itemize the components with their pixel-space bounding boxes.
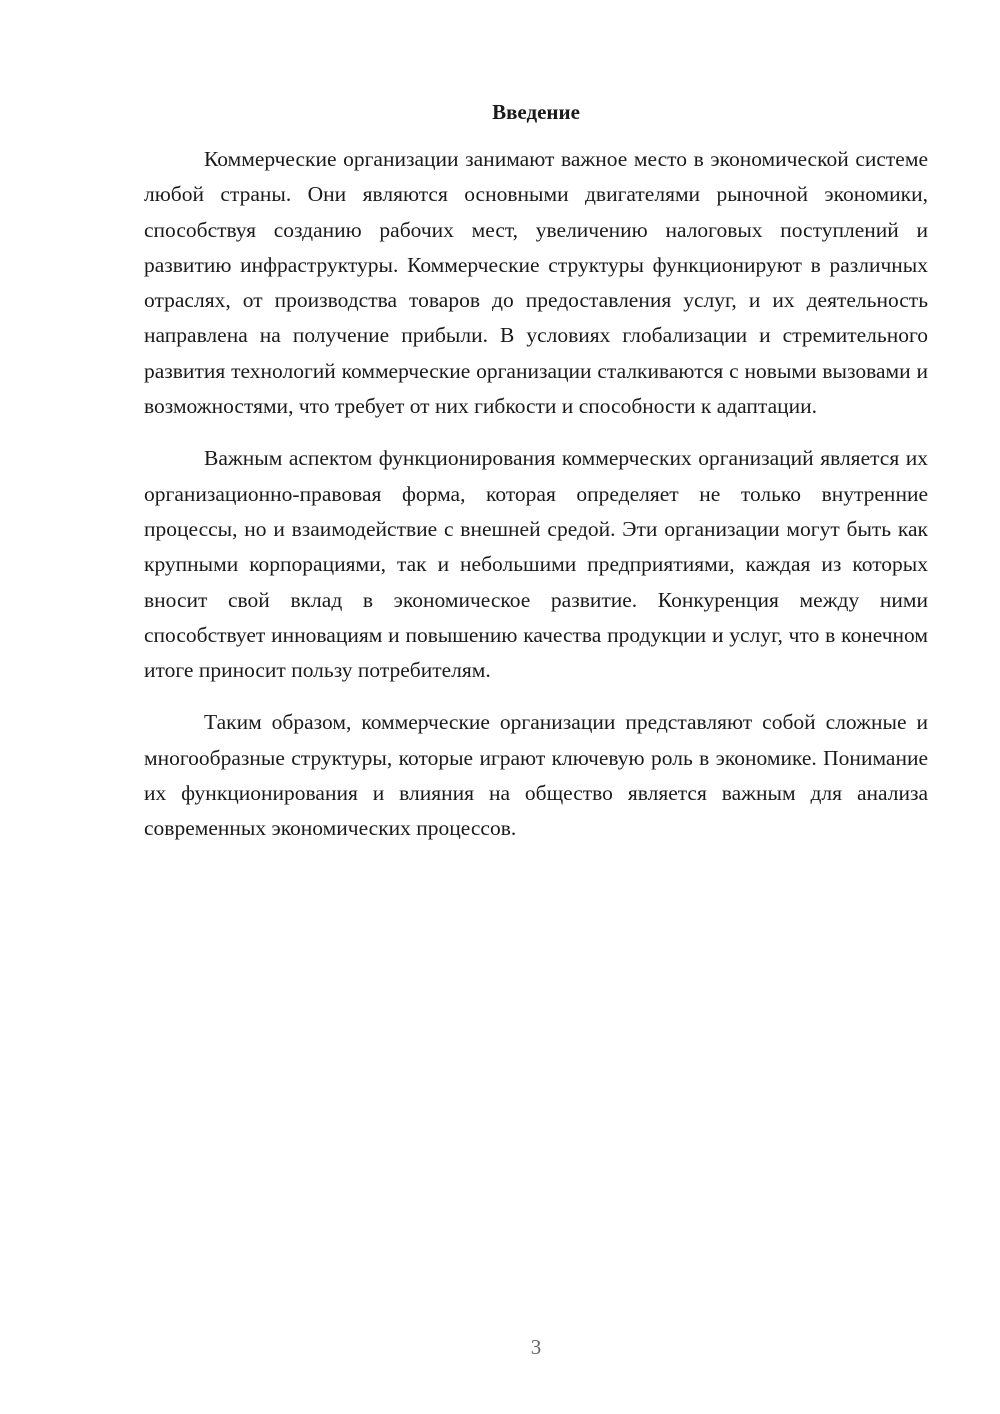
page-title: Введение <box>492 100 580 124</box>
body-text <box>144 142 928 847</box>
paragraph-2: Важным аспектом функционирования коммерческих организаций является их организационно-правовая форма, которая определяет не только внутренние процессы, но и взаимодействие с внешней средой. Эти организации могут быть как крупными корпорациями, так и небольшими предприятиями, каждая из которых вносит свой вклад в экономическое развитие. Конкуренция между ними способствует инновациям и повышению качества продукции и услуг, что в конечном итоге приносит пользу потребителям. <box>144 446 928 683</box>
page-number: 3 <box>530 1335 542 1359</box>
paragraph-1: Коммерческие организации занимают важное место в экономической системе любой страны. Они являются основными двигателями рыночной экономики, способствуя созданию рабочих мест, увеличению налоговых поступлений и развитию инфраструктуры. Коммерческие структуры функционируют в различных отраслях, от производства товаров до предоставления услуг, и их деятельность направлена на получение прибыли. В условиях глобализации и стремительного развития технологий коммерческие организации сталкиваются с новыми вызовами и возможностями, что требует от них гибкости и способности к адаптации. <box>144 147 928 419</box>
paragraph-3: Таким образом, коммерческие организации представляют собой сложные и многообразные структуры, которые играют ключевую роль в экономике. Понимание их функционирования и влияния на общество является важным для анализа современных экономических процессов. <box>144 710 928 841</box>
